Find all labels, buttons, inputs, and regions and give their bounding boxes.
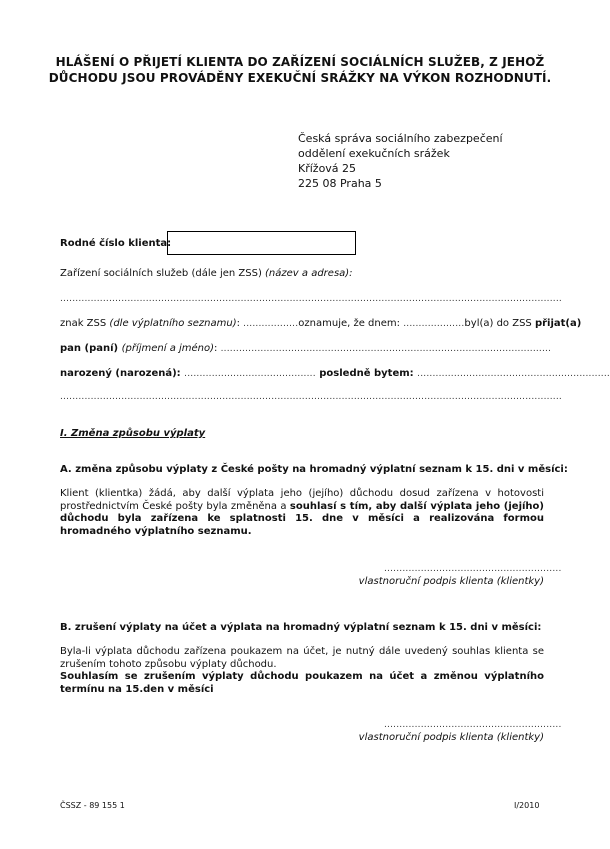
signature-b-label: vlastnoruční podpis klienta (klientky) [358,732,544,743]
recipient-address [298,131,503,191]
title-line-1: HLÁŠENÍ O PŘIJETÍ KLIENTA DO ZAŘÍZENÍ SOCIÁLNÍCH SLUŽEB, Z JEHOŽ [55,55,545,69]
signature-a-field[interactable]: .......................................................... [384,564,562,574]
section-b-text: Byla-li výplata důchodu zařízena poukazem na účet, je nutný dále uvedený souhlas klienta se zrušením tohoto způsobu výplaty důchodu. [60,646,544,670]
title-line-2: DŮCHODU JSOU PROVÁDĚNY EXEKUČNÍ SRÁŽKY NA VÝKON ROZHODNUTÍ. [48,71,552,85]
section-b-consent: Souhlasím se zrušením výplaty důchodu poukazem na účet a změnou výplatního termínu na 15.den v měsíci [60,671,544,695]
extra-field[interactable]: .................................................................................................................................................................... [60,392,562,402]
section-b-heading: B. zrušení výplaty na účet a výplata na hromadný výplatní seznam k 15. dni v měsíci: [60,622,542,633]
client-id-label: Rodné číslo klienta: [60,238,172,249]
birth-label: narozený (narozená): [60,368,185,379]
section-1-heading: I. Změna způsobu výplaty [60,428,206,439]
residence-label: posledně bytem: [315,368,418,379]
client-id-input[interactable] [167,231,356,255]
address-line-1: Česká správa sociálního zabezpečení [298,132,503,145]
facility-label-hint: (název a adresa): [265,268,353,279]
section-a-bold-text: souhlasí s tím, aby další výplata jeho (jejího) důchodu byla zařízena ke splatnosti 15. dne v měsíci a realizována formou hromadného výplatního seznamu. [60,500,544,537]
section-a-heading: A. změna způsobu výplaty z České pošty na hromadný výplatní seznam k 15. dni v měsíci: [60,464,568,475]
date-label: oznamuje, že dnem: [298,318,404,329]
date-field[interactable]: .................... [403,319,465,329]
section-a-paragraph [60,488,544,538]
facility-label [60,268,353,279]
footer-form-code: ČSSZ - 89 155 1 [60,801,125,810]
birth-row [60,368,610,379]
section-b-paragraph [60,646,544,696]
znak-hint: (dle výplatního seznamu) [109,318,237,329]
birth-field[interactable]: ........................................... [184,369,316,379]
address-line-4: 225 08 Praha 5 [298,177,382,190]
document-title [40,54,560,86]
signature-a-label: vlastnoruční podpis klienta (klientky) [358,576,544,587]
residence-field[interactable]: ............................................................... [417,369,610,379]
name-colon: : [214,343,221,354]
address-line-2: oddělení exekučních srážek [298,147,450,160]
footer-version: I/2010 [514,801,540,810]
name-label: pan (paní) [60,343,122,354]
admitted-bold: přijat(a) [534,318,582,329]
section-a-text: Klient (klientka) žádá, aby další výplata jeho (jejího) důchodu dosud zařízena v hotovosti prostřednictvím České pošty byla změněna a [60,488,544,512]
znak-row [60,318,581,329]
znak-field[interactable]: .................. [243,319,299,329]
name-row [60,343,552,354]
znak-colon: : [236,318,244,329]
name-hint: (příjmení a jméno) [121,343,215,354]
facility-label-text: Zařízení sociálních služeb (dále jen ZSS) [60,268,266,279]
facility-field[interactable]: .................................................................................................................................................................... [60,294,562,304]
name-field[interactable]: ............................................................................................................ [220,344,552,354]
znak-label: znak ZSS [60,318,110,329]
address-line-3: Křížová 25 [298,162,357,175]
admitted-label: byl(a) do ZSS [464,318,535,329]
signature-b-field[interactable]: .......................................................... [384,720,562,730]
